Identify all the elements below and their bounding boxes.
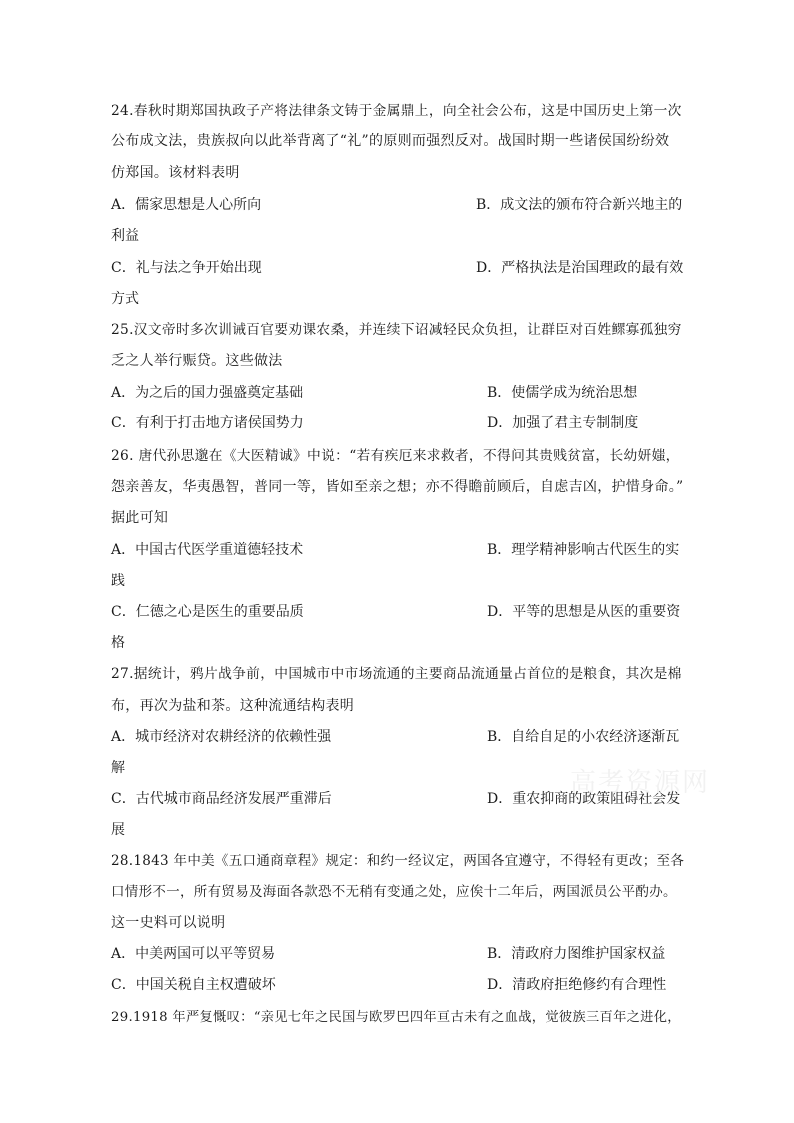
- q24-stem-line-3: 仿郑国。该材料表明: [111, 165, 240, 181]
- q24-option-b: B．成文法的颁布符合新兴地主的: [476, 197, 683, 213]
- q28-stem-line-3: 这一史料可以说明: [111, 915, 226, 931]
- q24-option-c: C．礼与法之争开始出现: [111, 260, 262, 276]
- q24-option-d: D．严格执法是治国理政的最有效: [476, 260, 684, 276]
- q25-stem-line-1: 25.汉文帝时多次训诫百官要劝课农桑，并连续下诏减轻民众负担，让群臣对百姓鳏寡孤独穷: [111, 322, 682, 338]
- q28-stem-line-1: 28.1843 年中美《五口通商章程》规定：和约一经议定，两国各宜遵守，不得轻有更改；至各: [111, 853, 685, 869]
- q26-option-d-continued: 格: [111, 635, 125, 651]
- q24-option-d-continued: 方式: [111, 291, 139, 307]
- q25-option-b: B．使儒学成为统治思想: [487, 385, 638, 401]
- q28-option-c: C．中国关税自主权遭破坏: [111, 977, 276, 993]
- watermark: 高考资源网: [570, 768, 711, 798]
- q26-stem-line-2: 怨亲善友，华夷愚智，普同一等，皆如至亲之想；亦不得瞻前顾后，自虑吉凶，护惜身命。”: [111, 479, 684, 495]
- q28-option-a: A．中美两国可以平等贸易: [111, 946, 276, 962]
- q26-stem-line-1: 26. 唐代孙思邈在《大医精诚》中说：“若有疾厄来求救者，不得问其贵贱贫富，长幼妍媸，: [111, 448, 680, 464]
- q27-option-a: A．城市经济对农耕经济的依赖性强: [111, 729, 332, 745]
- q29-stem-line-1: 29.1918 年严复慨叹：“亲见七年之民国与欧罗巴四年亘古未有之血战，觉彼族三百年之进化，: [111, 1010, 681, 1025]
- q25-option-d: D．加强了君主专制制度: [487, 415, 639, 431]
- q24-stem-line-1: 24.春秋时期郑国执政子产将法律条文铸于金属鼎上，向全社会公布，这是中国历史上第一次: [111, 103, 682, 119]
- q26-option-d: D．平等的思想是从医的重要资: [487, 604, 681, 620]
- q27-stem-line-1: 27.据统计，鸦片战争前，中国城市中市场流通的主要商品流通量占首位的是粮食，其次是棉: [111, 666, 682, 682]
- q27-option-b-continued: 解: [111, 760, 125, 776]
- q26-option-b: B．理学精神影响古代医生的实: [487, 542, 680, 558]
- q26-option-b-continued: 践: [111, 573, 125, 589]
- q24-option-a: A．儒家思想是人心所向: [111, 197, 262, 213]
- q25-option-a: A．为之后的国力强盛奠定基础: [111, 385, 304, 401]
- q27-stem-line-2: 布，再次为盐和茶。这种流通结构表明: [111, 698, 355, 714]
- q27-option-c: C．古代城市商品经济发展严重滞后: [111, 791, 332, 807]
- q24-option-b-continued: 利益: [111, 228, 139, 244]
- q28-stem-line-2: 口情形不一，所有贸易及海面各款恐不无稍有变通之处，应俟十二年后，两国派员公平酌办。: [111, 884, 677, 900]
- q28-option-b: B．清政府力图维护国家权益: [487, 946, 666, 962]
- q24-stem-line-2: 公布成文法，贵族叔向以此举背离了“礼”的原则而强烈反对。战国时期一些诸侯国纷纷效: [111, 133, 670, 149]
- q26-option-c: C．仁德之心是医生的重要品质: [111, 604, 304, 620]
- q26-stem-line-3: 据此可知: [111, 510, 169, 526]
- q27-option-b: B．自给自足的小农经济逐渐瓦: [487, 729, 680, 745]
- q27-option-d: D．重农抑商的政策阻碍社会发: [487, 791, 681, 807]
- q26-option-a: A．中国古代医学重道德轻技术: [111, 542, 304, 558]
- q28-option-d: D．清政府拒绝修约有合理性: [487, 977, 667, 993]
- q25-option-c: C．有利于打击地方诸侯国势力: [111, 415, 304, 431]
- q27-option-d-continued: 展: [111, 822, 125, 838]
- q25-stem-line-2: 乏之人举行赈贷。这些做法: [111, 353, 283, 369]
